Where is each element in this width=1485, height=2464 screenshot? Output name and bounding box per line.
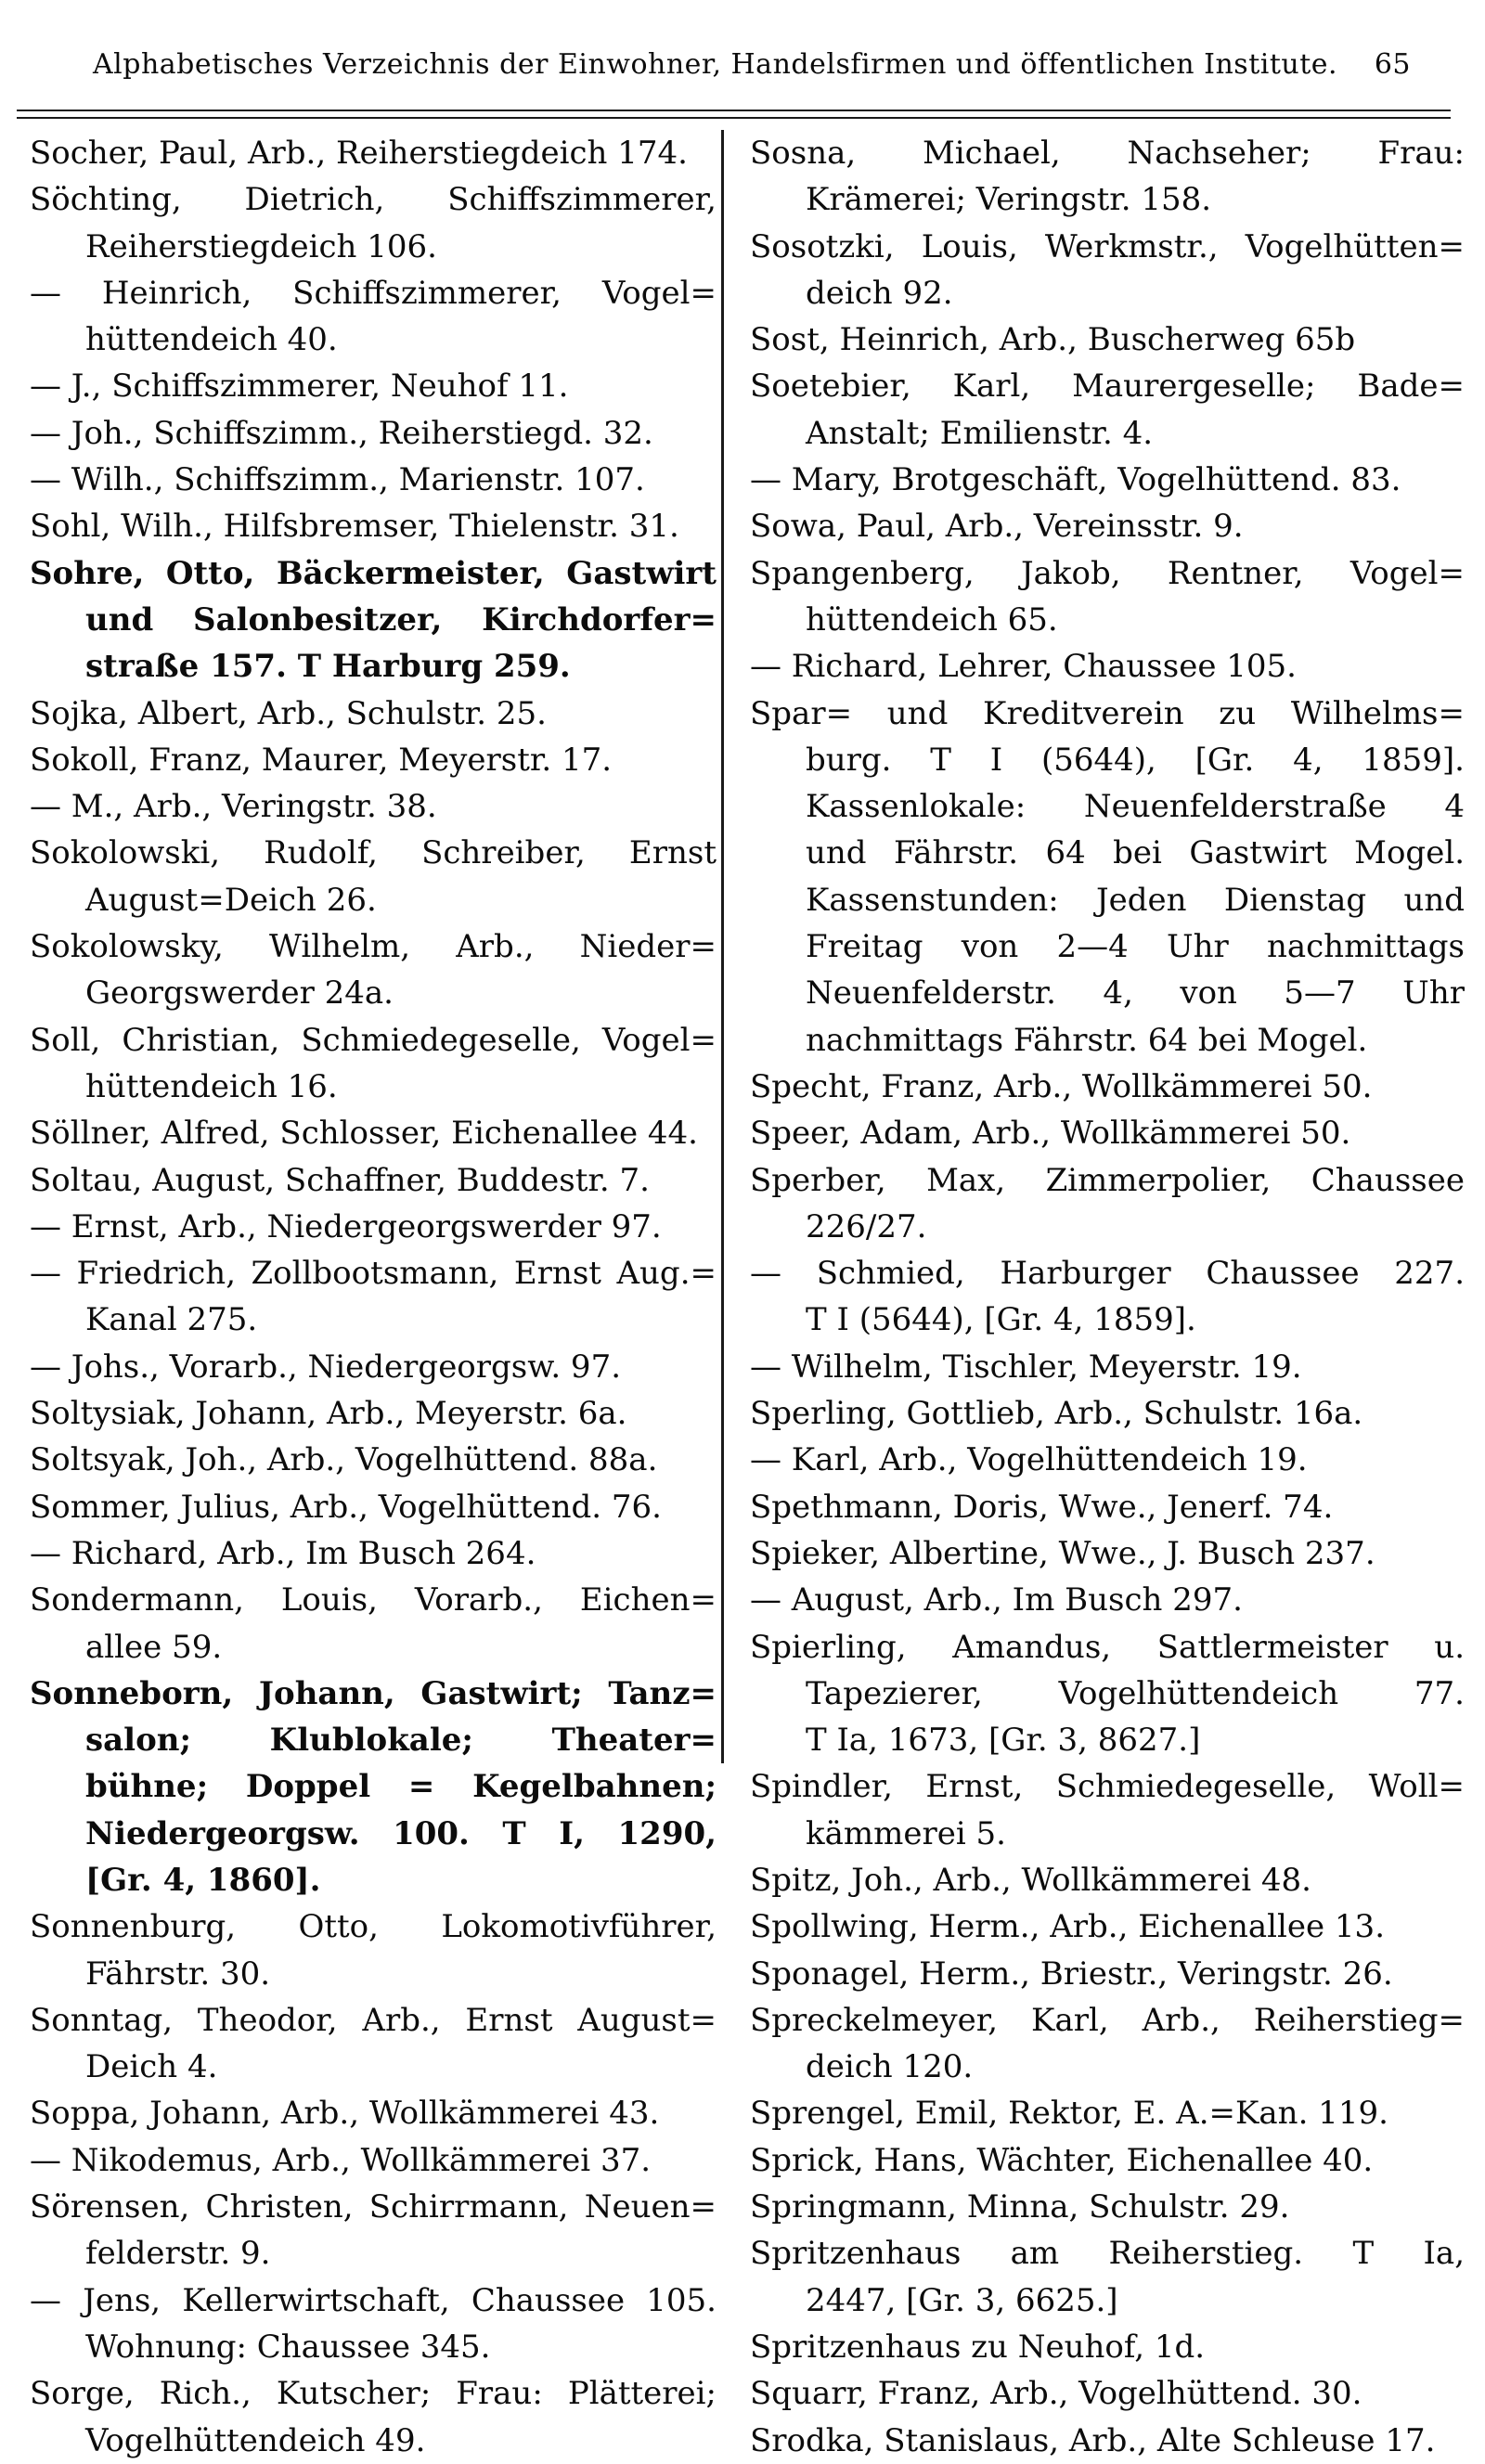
entry-line: Sokolowski, Rudolf, Schreiber, Ernst: [30, 834, 717, 872]
directory-entry: [30, 410, 717, 457]
entry-continuation-line: Georgswerder 24a.: [85, 974, 394, 1013]
entry-line: — Wilh., Schiffszimm., Marienstr. 107.: [30, 461, 645, 499]
entry-continuation-line: deich 92.: [806, 274, 953, 312]
entry-continuation-line: Freitag von 2—4 Uhr nachmittags: [806, 928, 1465, 966]
entry-continuation-line: allee 59.: [85, 1628, 223, 1666]
entry-continuation-line: Kanal 275.: [85, 1301, 258, 1339]
entry-line: — Nikodemus, Arb., Wollkämmerei 37.: [30, 2141, 652, 2179]
directory-entry: [750, 363, 1465, 457]
entry-line: — Richard, Lehrer, Chaussee 105.: [750, 648, 1297, 686]
directory-entry: [30, 690, 717, 737]
entry-line: Spindler, Ernst, Schmiedegeselle, Woll=: [750, 1768, 1465, 1806]
entry-line: Spritzenhaus zu Neuhof, 1d.: [750, 2328, 1206, 2366]
directory-entry: [750, 1390, 1465, 1437]
directory-entry: [30, 2090, 717, 2136]
entry-continuation-line: und Salonbesitzer, Kirchdorfer=: [85, 600, 717, 639]
entry-continuation-line: 2447, [Gr. 3, 6625.]: [806, 2281, 1118, 2319]
directory-entry: [750, 2324, 1465, 2370]
entry-line: Sponagel, Herm., Briestr., Veringstr. 26.: [750, 1954, 1393, 1993]
entry-line: Sommer, Julius, Arb., Vogelhüttend. 76.: [30, 1488, 662, 1526]
entry-continuation-line: Deich 4.: [85, 2048, 218, 2086]
entry-continuation-line: hüttendeich 65.: [806, 600, 1058, 639]
directory-entry: [750, 2418, 1465, 2464]
directory-entry: [750, 1857, 1465, 1903]
entry-line: — Schmied, Harburger Chaussee 227.: [750, 1255, 1465, 1293]
directory-entry: [750, 550, 1465, 644]
entry-line: — Joh., Schiffszimm., Reiherstiegd. 32.: [30, 414, 653, 452]
page-number: 65: [1374, 48, 1411, 81]
directory-entry: [30, 1903, 717, 1997]
directory-entry: [750, 1157, 1465, 1251]
entry-continuation-line: Wohnung: Chaussee 345.: [85, 2328, 491, 2366]
entry-line: Spethmann, Doris, Wwe., Jenerf. 74.: [750, 1488, 1334, 1526]
entry-line: Sperling, Gottlieb, Arb., Schulstr. 16a.: [750, 1395, 1363, 1433]
directory-entry: [750, 643, 1465, 690]
entry-continuation-line: felderstr. 9.: [85, 2235, 271, 2273]
entry-line: Soltysiak, Johann, Arb., Meyerstr. 6a.: [30, 1395, 627, 1433]
entry-line: Sohl, Wilh., Hilfsbremser, Thielenstr. 31.: [30, 508, 679, 546]
entry-continuation-line: deich 120.: [806, 2048, 974, 2086]
directory-entry: [30, 2370, 717, 2464]
entry-line: — Heinrich, Schiffszimmerer, Vogel=: [30, 274, 717, 312]
directory-entry: [750, 2370, 1465, 2417]
entry-continuation-line: nachmittags Fährstr. 64 bei Mogel.: [806, 1021, 1368, 1059]
directory-entry: [750, 316, 1465, 363]
directory-entry: [30, 1390, 717, 1437]
directory-entry: [30, 1157, 717, 1204]
directory-entry: [750, 1250, 1465, 1344]
entry-continuation-line: Reiherstiegdeich 106.: [85, 227, 437, 265]
entry-line: Sorge, Rich., Kutscher; Frau: Plätterei;: [30, 2375, 717, 2413]
entry-line: Spangenberg, Jakob, Rentner, Vogel=: [750, 554, 1465, 592]
entry-line: — Wilhelm, Tischler, Meyerstr. 19.: [750, 1348, 1302, 1386]
entry-continuation-line: salon; Klublokale; Theater=: [85, 1722, 717, 1760]
entry-line: — Johs., Vorarb., Niedergeorgsw. 97.: [30, 1348, 622, 1386]
entry-line: — Mary, Brotgeschäft, Vogelhüttend. 83.: [750, 461, 1401, 499]
directory-entry: [750, 224, 1465, 317]
entry-line: Sowa, Paul, Arb., Vereinsstr. 9.: [750, 508, 1244, 546]
directory-entry: [750, 1577, 1465, 1623]
directory-entry: [750, 503, 1465, 549]
directory-entry: [30, 830, 717, 923]
entry-line: Sprick, Hans, Wächter, Eichenallee 40.: [750, 2141, 1374, 2179]
left-column: [30, 130, 717, 2464]
directory-entry: [750, 2184, 1465, 2230]
entry-line: Sokolowsky, Wilhelm, Arb., Nieder=: [30, 928, 717, 966]
entry-line: Specht, Franz, Arb., Wollkämmerei 50.: [750, 1067, 1373, 1105]
directory-entry: [750, 1951, 1465, 1997]
entry-line: — J., Schiffszimmerer, Neuhof 11.: [30, 368, 569, 406]
directory-entry: [750, 1624, 1465, 1764]
directory-entry: [750, 1903, 1465, 1950]
entry-line: Sörensen, Christen, Schirrmann, Neuen=: [30, 2188, 717, 2226]
entry-continuation-line: hüttendeich 40.: [85, 321, 338, 359]
entry-line: Speer, Adam, Arb., Wollkämmerei 50.: [750, 1115, 1351, 1153]
directory-entry: [30, 1484, 717, 1530]
directory-entry: [750, 1344, 1465, 1390]
directory-entry: [30, 1997, 717, 2091]
entry-line: Socher, Paul, Arb., Reiherstiegdeich 174.: [30, 135, 688, 172]
directory-entry: [750, 2137, 1465, 2184]
directory-entry: [750, 690, 1465, 1064]
entry-line: Springmann, Minna, Schulstr. 29.: [750, 2188, 1290, 2226]
directory-entry: [750, 1484, 1465, 1530]
directory-entry: [750, 1530, 1465, 1577]
entry-line: Soetebier, Karl, Maurergeselle; Bade=: [750, 368, 1465, 406]
directory-entry: [750, 130, 1465, 224]
directory-entry: [30, 1671, 717, 1903]
entry-continuation-line: kämmerei 5.: [806, 1814, 1006, 1852]
entry-line: Sost, Heinrich, Arb., Buscherweg 65b: [750, 321, 1356, 359]
directory-entry: [30, 270, 717, 364]
entry-line: Sokoll, Franz, Maurer, Meyerstr. 17.: [30, 741, 613, 779]
entry-continuation-line: Kassenlokale: Neuenfelderstraße 4: [806, 788, 1465, 826]
entry-line: Sosotzki, Louis, Werkmstr., Vogelhütten=: [750, 227, 1465, 265]
entry-line: Spritzenhaus am Reiherstieg. T Ia,: [750, 2235, 1465, 2273]
entry-line: — Richard, Arb., Im Busch 264.: [30, 1534, 536, 1572]
entry-line: Spieker, Albertine, Wwe., J. Busch 237.: [750, 1534, 1375, 1572]
directory-entry: [750, 457, 1465, 503]
running-title: Alphabetisches Verzeichnis der Einwohner, Handelsfirmen und öffentlichen Institute.: [93, 48, 1338, 81]
entry-line: Sonneborn, Johann, Gastwirt; Tanz=: [30, 1674, 717, 1712]
directory-entry: [30, 550, 717, 690]
directory-entry: [30, 1250, 717, 1344]
entry-line: Soll, Christian, Schmiedegeselle, Vogel=: [30, 1021, 717, 1059]
directory-entry: [750, 1997, 1465, 2091]
entry-line: — Jens, Kellerwirtschaft, Chaussee 105.: [30, 2281, 717, 2319]
entry-continuation-line: hüttendeich 16.: [85, 1067, 338, 1105]
entry-line: — Friedrich, Zollbootsmann, Ernst Aug.=: [30, 1255, 717, 1293]
entry-continuation-line: Niedergeorgsw. 100. T I, 1290,: [85, 1814, 717, 1852]
entry-line: Soppa, Johann, Arb., Wollkämmerei 43.: [30, 2095, 660, 2133]
header-rule: [17, 110, 1451, 111]
directory-entry: [30, 923, 717, 1017]
entry-continuation-line: T I (5644), [Gr. 4, 1859].: [806, 1301, 1196, 1339]
directory-entry: [30, 176, 717, 270]
entry-continuation-line: straße 157. T Harburg 259.: [85, 648, 571, 686]
entry-line: Spollwing, Herm., Arb., Eichenallee 13.: [750, 1908, 1386, 1946]
entry-continuation-line: Krämerei; Veringstr. 158.: [806, 181, 1212, 219]
entry-continuation-line: bühne; Doppel = Kegelbahnen;: [85, 1768, 717, 1806]
entry-line: Squarr, Franz, Arb., Vogelhüttend. 30.: [750, 2375, 1362, 2413]
directory-entry: [30, 130, 717, 176]
entry-line: Söchting, Dietrich, Schiffszimmerer,: [30, 181, 717, 219]
directory-entry: [30, 457, 717, 503]
entry-line: Spreckelmeyer, Karl, Arb., Reiherstieg=: [750, 2001, 1465, 2039]
entry-line: Sosna, Michael, Nachseher; Frau:: [750, 135, 1465, 172]
entry-continuation-line: Tapezierer, Vogelhüttendeich 77.: [806, 1674, 1465, 1712]
entry-continuation-line: T Ia, 1673, [Gr. 3, 8627.]: [806, 1722, 1201, 1760]
directory-entry: [30, 363, 717, 409]
directory-entry: [30, 2137, 717, 2184]
directory-entry: [750, 1064, 1465, 1110]
entry-line: — Ernst, Arb., Niedergeorgswerder 97.: [30, 1207, 662, 1245]
page-header: [93, 48, 1411, 81]
directory-entry: [30, 1110, 717, 1156]
directory-entry: [30, 1017, 717, 1111]
directory-entry: [30, 503, 717, 549]
directory-entry: [750, 1437, 1465, 1483]
directory-entry: [750, 1110, 1465, 1156]
entry-line: Spierling, Amandus, Sattlermeister u.: [750, 1628, 1465, 1666]
directory-entry: [30, 737, 717, 783]
directory-entry: [30, 2184, 717, 2277]
directory-entry: [30, 1344, 717, 1390]
entry-continuation-line: und Fährstr. 64 bei Gastwirt Mogel.: [806, 834, 1465, 872]
directory-entry: [30, 1204, 717, 1250]
header-rule-double: [17, 117, 1451, 119]
directory-entry: [750, 2230, 1465, 2324]
directory-entry: [30, 783, 717, 830]
entry-line: — August, Arb., Im Busch 297.: [750, 1581, 1243, 1619]
entry-continuation-line: Vogelhüttendeich 49.: [85, 2421, 426, 2459]
directory-entry: [30, 1577, 717, 1671]
entry-line: — Karl, Arb., Vogelhüttendeich 19.: [750, 1441, 1308, 1479]
entry-line: Srodka, Stanislaus, Arb., Alte Schleuse 17.: [750, 2421, 1436, 2459]
entry-line: Sprengel, Emil, Rektor, E. A.=Kan. 119.: [750, 2095, 1388, 2133]
entry-line: Soltau, August, Schaffner, Buddestr. 7.: [30, 1161, 650, 1199]
entry-line: Sojka, Albert, Arb., Schulstr. 25.: [30, 694, 547, 732]
entry-continuation-line: [Gr. 4, 1860].: [85, 1861, 321, 1899]
entry-line: Sonntag, Theodor, Arb., Ernst August=: [30, 2001, 717, 2039]
column-divider: [721, 130, 724, 1763]
entry-line: — M., Arb., Veringstr. 38.: [30, 788, 437, 826]
entry-continuation-line: Anstalt; Emilienstr. 4.: [806, 414, 1154, 452]
entry-line: Sonnenburg, Otto, Lokomotivführer,: [30, 1908, 717, 1946]
entry-line: Sondermann, Louis, Vorarb., Eichen=: [30, 1581, 717, 1619]
right-column: [750, 130, 1465, 2464]
entry-continuation-line: Kassenstunden: Jeden Dienstag und: [806, 881, 1465, 919]
entry-continuation-line: 226/27.: [806, 1207, 927, 1245]
entry-continuation-line: Neuenfelderstr. 4, von 5—7 Uhr: [806, 974, 1465, 1013]
entry-continuation-line: August=Deich 26.: [85, 881, 377, 919]
entry-line: Sperber, Max, Zimmerpolier, Chaussee: [750, 1161, 1465, 1199]
directory-entry: [30, 2277, 717, 2371]
directory-entry: [30, 1437, 717, 1483]
directory-entry: [30, 1530, 717, 1577]
entry-line: Spitz, Joh., Arb., Wollkämmerei 48.: [750, 1861, 1311, 1899]
entry-line: Spar= und Kreditverein zu Wilhelms=: [750, 694, 1465, 732]
directory-entry: [750, 1763, 1465, 1857]
entry-continuation-line: burg. T I (5644), [Gr. 4, 1859].: [806, 741, 1465, 779]
entry-line: Söllner, Alfred, Schlosser, Eichenallee 44.: [30, 1115, 698, 1153]
directory-entry: [750, 2090, 1465, 2136]
entry-continuation-line: Fährstr. 30.: [85, 1954, 271, 1993]
entry-line: Sohre, Otto, Bäckermeister, Gastwirt: [30, 554, 717, 592]
entry-line: Soltsyak, Joh., Arb., Vogelhüttend. 88a.: [30, 1441, 658, 1479]
